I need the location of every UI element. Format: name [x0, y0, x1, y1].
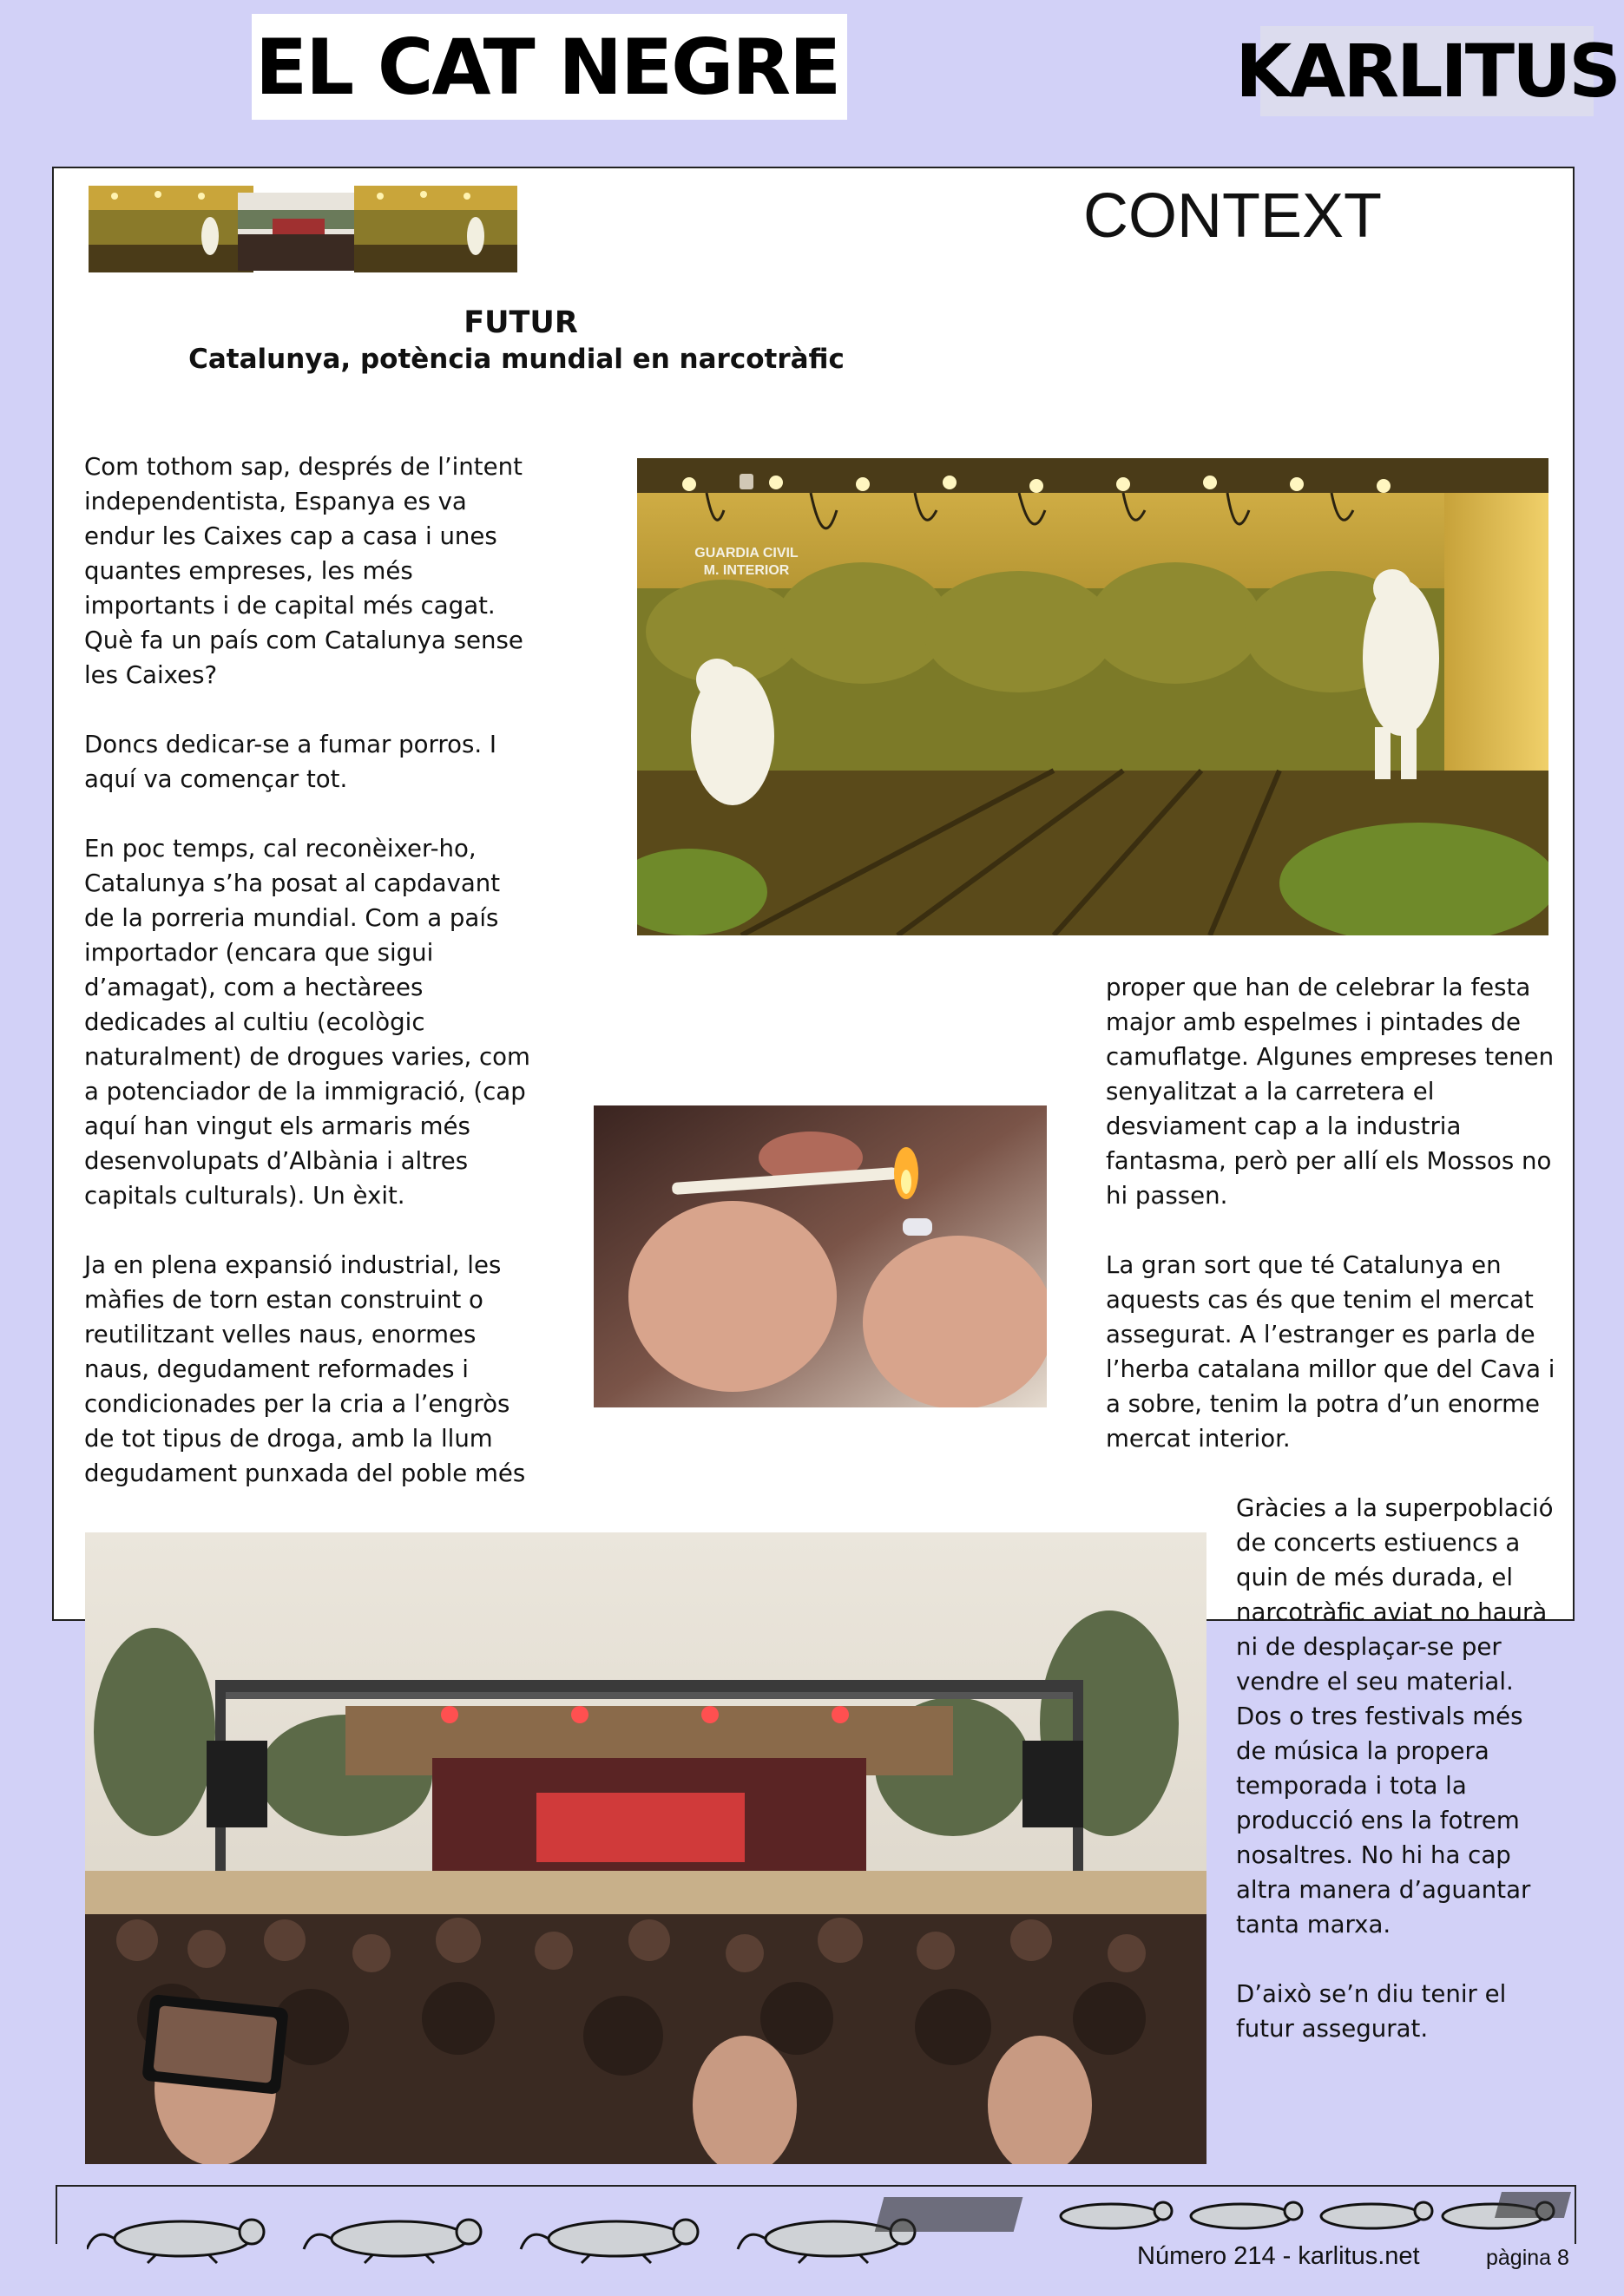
article-kicker: FUTUR — [464, 305, 578, 340]
photo-music-festival — [85, 1532, 1206, 2164]
paragraph: Ja en plena expansió industrial, les màfies de torn estan construint o reutilitzant velles naus, enormes naus, degudament reformades i condicionades per la cria a l’engròs de tot tipus de droga, amb la llum degudament punxada del poble més — [84, 1250, 526, 1487]
masthead — [252, 14, 847, 120]
footer-page-number: pàgina 8 — [1486, 2246, 1569, 2270]
brand-box — [1235, 26, 1619, 116]
paragraph: Doncs dedicar-se a fumar porros. I aquí va començar tot. — [84, 730, 497, 793]
thumbnail-grow-room — [354, 186, 517, 272]
article-column-right — [1106, 970, 1557, 1456]
article-column-bottom — [1236, 1491, 1559, 2046]
photo-watermark-line1: GUARDIA CIVIL — [694, 546, 799, 561]
thumbnail-grow-room — [89, 186, 253, 272]
thumbnail-concert — [238, 193, 359, 271]
section-label: CONTEXT — [1083, 181, 1383, 251]
article-headline: Catalunya, potència mundial en narcotràfic — [188, 344, 845, 375]
paragraph: Gràcies a la superpoblació de concerts estiuencs a quin de més durada, el narcotràfic aviat no haurà ni de desplaçar-se per vendre el seu material. Dos o tres festivals més de música la propera temporada i tota la producció ens la fotrem nosaltres. No hi ha cap altra manera d’aguantar tanta marxa. — [1236, 1493, 1554, 1938]
footer-issue: Número 214 - karlitus.net — [1137, 2242, 1420, 2270]
brand-name: KARLITUS — [1235, 29, 1619, 114]
paragraph: La gran sort que té Catalunya en aquests cas és que tenim el mercat assegurat. A l’estranger es parla de l’herba catalana millor que del Cava i a sobre, tenim la potra d’un enorme mercat interior. — [1106, 1250, 1555, 1453]
photo-lighting-joint — [594, 1105, 1047, 1407]
paragraph: En poc temps, cal reconèixer-ho, Catalunya s’ha posat al capdavant de la porreria mundial. Com a país importador (encara que sigui d’amagat), com a hectàrees dedicades al cultiu (ecològic naturalment) de drogues varies, com a potenciador de la immigració, (cap aquí han vingut els armaris més desenvolupats d’Albània i altres capitals culturals). Un èxit. — [84, 834, 530, 1210]
photo-cannabis-plantation — [637, 458, 1548, 935]
photo-watermark-line2: M. INTERIOR — [703, 563, 790, 578]
article-column-left — [84, 449, 536, 1491]
paragraph: D’això se’n diu tenir el futur assegurat. — [1236, 1979, 1507, 2043]
masthead-title: EL CAT NEGRE — [255, 22, 840, 112]
paragraph: Com tothom sap, després de l’intent independentista, Espanya es va endur les Caixes cap a casa i unes quantes empreses, les més importants i de capital més cagat. Què fa un país com Catalunya sense les Caixes? — [84, 452, 523, 689]
paragraph: proper que han de celebrar la festa major amb espelmes i pintades de camuflatge. Algunes empreses tenen senyalitzat a la carretera el desviament cap a la industria fantasma, però per allí els Mossos no hi passen. — [1106, 973, 1555, 1210]
